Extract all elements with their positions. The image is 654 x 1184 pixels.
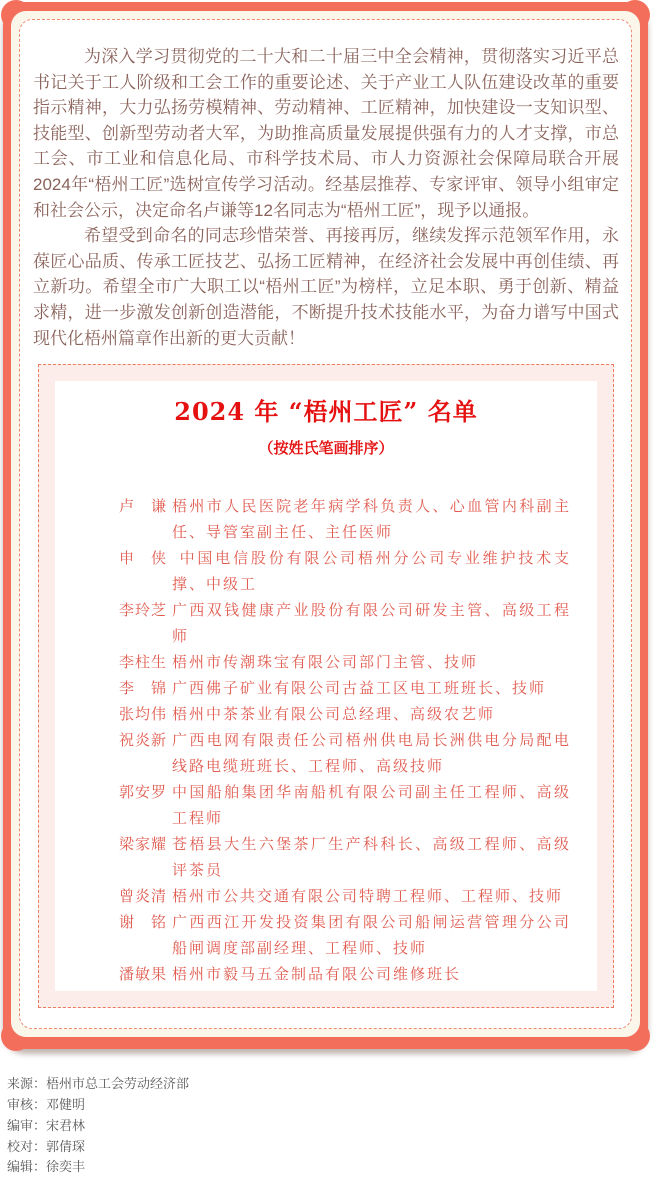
roster-entry: [119, 493, 571, 545]
craftsman-description: 苍梧县大生六堡茶厂生产科科长、高级工程师、高级评茶员: [172, 835, 571, 880]
credit-value: 梧州市总工会劳动经济部: [46, 1076, 190, 1092]
craftsman-name: 潘敏果: [119, 965, 166, 984]
craftsman-name: 祝炎新: [119, 731, 166, 750]
roster-entry: [119, 701, 571, 727]
craftsman-description: 梧州市人民医院老年病学科负责人、心血管内科副主任、导管室副主任、主任医师: [172, 497, 571, 542]
credit-label: 校对：: [7, 1138, 47, 1154]
craftsman-name: 申侠: [119, 549, 166, 568]
roster-entry: [119, 727, 571, 779]
craftsman-name: 李柱生: [119, 653, 166, 672]
roster-entry: [119, 675, 571, 701]
footer-credits: [7, 1074, 654, 1184]
craftsman-name: 李锦: [119, 679, 166, 698]
roster-title: 2024 年 “梧州工匠” 名单: [174, 397, 478, 427]
craftsman-name: 谢铭: [119, 913, 166, 932]
craftsman-name: 梁家耀: [119, 835, 166, 854]
craftsman-description: 梧州市传潮珠宝有限公司部门主管、技师: [172, 653, 479, 672]
craftsman-description: 梧州中茶茶业有限公司总经理、高级农艺师: [172, 705, 496, 724]
cream-panel: [11, 11, 640, 1037]
credit-label: 审核：: [7, 1096, 47, 1112]
credit-line: [7, 1095, 654, 1116]
roster-subtitle: （按姓氏笔画排序）: [258, 439, 394, 458]
craftsman-description: 中国船舶集团华南船机有限公司副主任工程师、高级工程师: [172, 783, 571, 828]
roster-entry: [119, 909, 571, 961]
roster-entries: [55, 493, 597, 987]
roster-entry: [119, 649, 571, 675]
dashed-border-panel: [19, 19, 632, 1029]
craftsman-name: 李玲芝: [119, 601, 166, 620]
credit-label: 编辑：: [7, 1159, 47, 1175]
craftsman-name: 郭安罗: [119, 783, 166, 802]
intro-paragraph-2: 希望受到命名的同志珍惜荣誉、再接再厉，继续发挥示范领军作用，永葆匠心品质、传承工匠技艺、弘扬工匠精神，在经济社会发展中再创佳绩、再立新功。希望全市广大职工以“梧州工匠”为榜样，立足本职、勇于创新、精益求精，进一步激发创新创造潜能，不断提升技术技能水平，为奋力谱写中国式现代化梧州篇章作出新的更大贡献！: [33, 226, 619, 348]
credit-value: 徐奕丰: [46, 1159, 86, 1175]
credit-line: [7, 1074, 654, 1095]
craftsman-name: 卢谦: [119, 497, 166, 516]
craftsman-description: 梧州市毅马五金制品有限公司维修班长: [172, 965, 462, 984]
craftsman-description: 梧州市公共交通有限公司特聘工程师、工程师、技师: [172, 887, 564, 906]
roster-inner-panel: [55, 381, 597, 991]
credit-label: 编审：: [7, 1117, 47, 1133]
credit-value: 宋君林: [46, 1117, 86, 1133]
craftsman-description: 广西西江开发投资集团有限公司船闸运营管理分公司船闸调度部副经理、工程师、技师: [172, 913, 571, 958]
roster-entry: [119, 545, 571, 597]
roster-entry: [119, 831, 571, 883]
credit-line: [7, 1157, 654, 1178]
credit-label: 来源：: [7, 1076, 47, 1092]
intro-paragraph-1: 为深入学习贯彻党的二十大和二十届三中全会精神，贯彻落实习近平总书记关于工人阶级和工会工作的重要论述、关于产业工人队伍建设改革的重要指示精神，大力弘扬劳模精神、劳动精神、工匠精神，加快建设一支知识型、技能型、创新型劳动者大军，为助推高质量发展提供强有力的人才支撑，市总工会、市工业和信息化局、市科学技术局、市人力资源社会保障局联合开展2024年“梧州工匠”选树宣传学习活动。经基层推荐、专家评审、领导小组审定和社会公示，决定命名卢谦等12名同志为“梧州工匠”，现予以通报。: [33, 47, 619, 220]
roster-box: [38, 364, 614, 1008]
notice-card: [3, 2, 648, 1049]
credit-line: [7, 1116, 654, 1137]
credit-line: [7, 1137, 654, 1158]
roster-entry: [119, 883, 571, 909]
credit-value: 邓健明: [46, 1096, 86, 1112]
craftsman-description: 广西双钱健康产业股份有限公司研发主管、高级工程师: [172, 601, 571, 646]
craftsman-description: 广西佛子矿业有限公司古益工区电工班班长、技师: [172, 679, 547, 698]
craftsman-name: 曾炎清: [119, 887, 166, 906]
roster-entry: [119, 779, 571, 831]
roster-entry: [119, 961, 571, 987]
craftsman-name: 张均伟: [119, 705, 166, 724]
craftsman-description: 广西电网有限责任公司梧州供电局长洲供电分局配电线路电缆班班长、工程师、高级技师: [172, 731, 571, 776]
roster-entry: [119, 597, 571, 649]
craftsman-description: 中国电信股份有限公司梧州分公司专业维护技术支撑、中级工: [172, 549, 571, 594]
credit-value: 郭倩琛: [46, 1138, 86, 1154]
